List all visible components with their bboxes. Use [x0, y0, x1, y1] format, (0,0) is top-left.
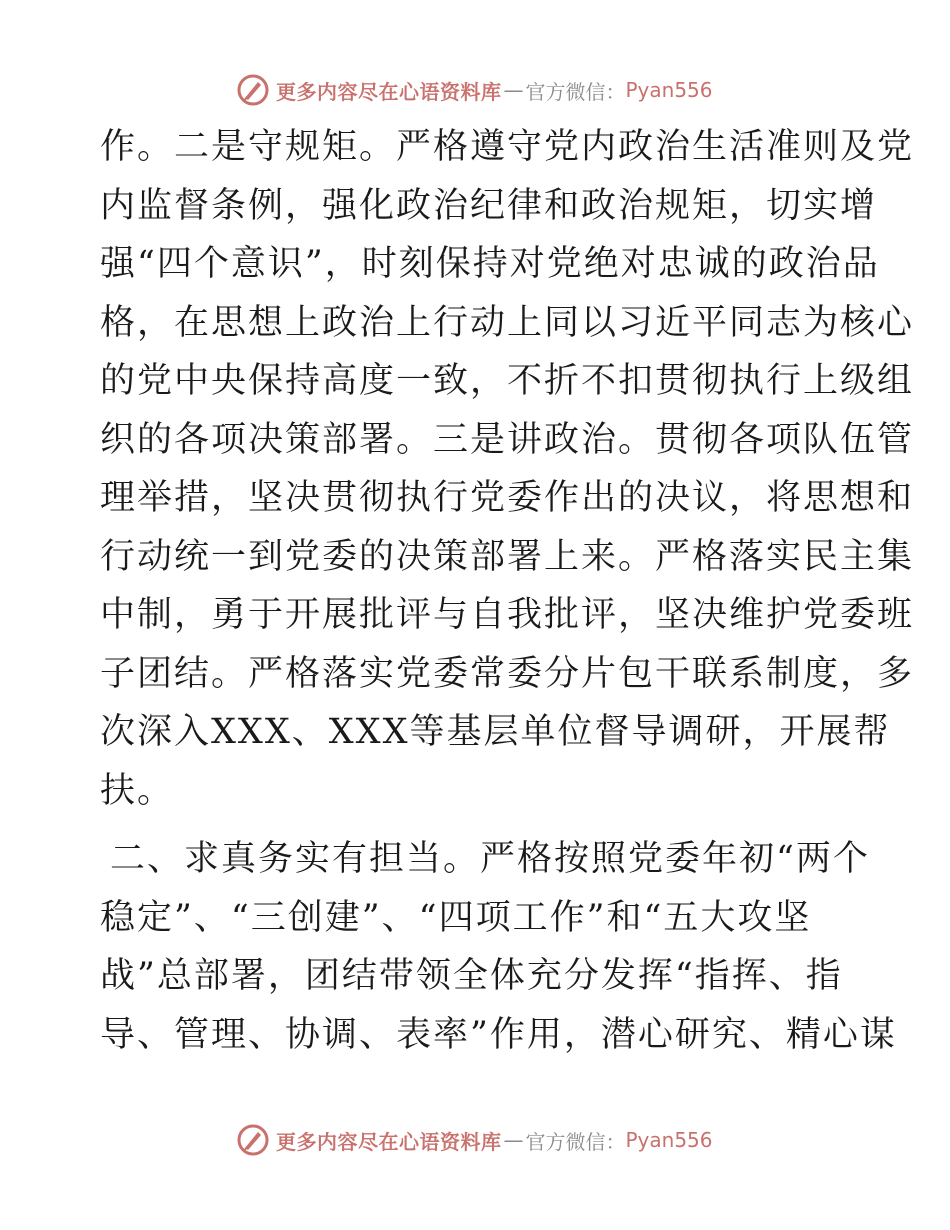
header-separator: — [503, 78, 524, 102]
quill-circle-logo-icon [236, 73, 270, 107]
footer-wechat-label: 官方微信： [525, 1129, 626, 1154]
footer-separator: — [503, 1128, 524, 1152]
quill-circle-logo-icon [236, 1123, 270, 1157]
body-line: 内监督条例，强化政治纪律和政治规矩，切实增 [100, 185, 878, 226]
body-line: 格，在思想上政治上行动上同以习近平同志为核心 [100, 302, 915, 343]
footer-banner [236, 1120, 713, 1160]
body-line: 理举措，坚决贯彻执行党委作出的决议，将思想和 [100, 478, 915, 518]
body-line: 作。二是守规矩。严格遵守党内政治生活准则及党 [100, 127, 915, 167]
body-line: 导、管理、协调、表率”作用，潜心研究、精心谋 [100, 1014, 897, 1055]
body-line: 二、求真务实有担当。严格按照党委年初“两个 [110, 839, 870, 879]
body-line: 稳定”、“三创建”、“四项工作”和“五大攻坚 [100, 897, 812, 938]
header-site-text: 更多内容尽在心语资料库 [276, 79, 502, 104]
body-line: 战”总部署，团结带领全体充分发挥“指挥、指 [100, 956, 843, 996]
body-line: 的党中央保持高度一致，不折不扣贯彻执行上级组 [100, 361, 915, 401]
body-line: 中制，勇于开展批评与自我批评，坚决维护党委班 [100, 595, 915, 635]
body-line: 扶。 [100, 770, 175, 811]
header-wechat-label: 官方微信： [525, 79, 626, 104]
document-body [100, 118, 915, 1064]
footer-site-text: 更多内容尽在心语资料库 [276, 1129, 502, 1154]
body-line: 强“四个意识”，时刻保持对党绝对忠诚的政治品 [100, 244, 880, 284]
header-wechat-id: Pyan556 [625, 78, 713, 102]
body-line: 行动统一到党委的决策部署上来。严格落实民主集 [100, 536, 915, 577]
header-banner [236, 70, 713, 110]
body-line: 子团结。严格落实党委常委分片包干联系制度，多 [100, 653, 915, 694]
body-line: 次深入XXX、XXX等基层单位督导调研，开展帮 [100, 712, 891, 752]
body-line: 织的各项决策部署。三是讲政治。贯彻各项队伍管 [100, 419, 915, 460]
footer-wechat-id: Pyan556 [625, 1128, 713, 1152]
